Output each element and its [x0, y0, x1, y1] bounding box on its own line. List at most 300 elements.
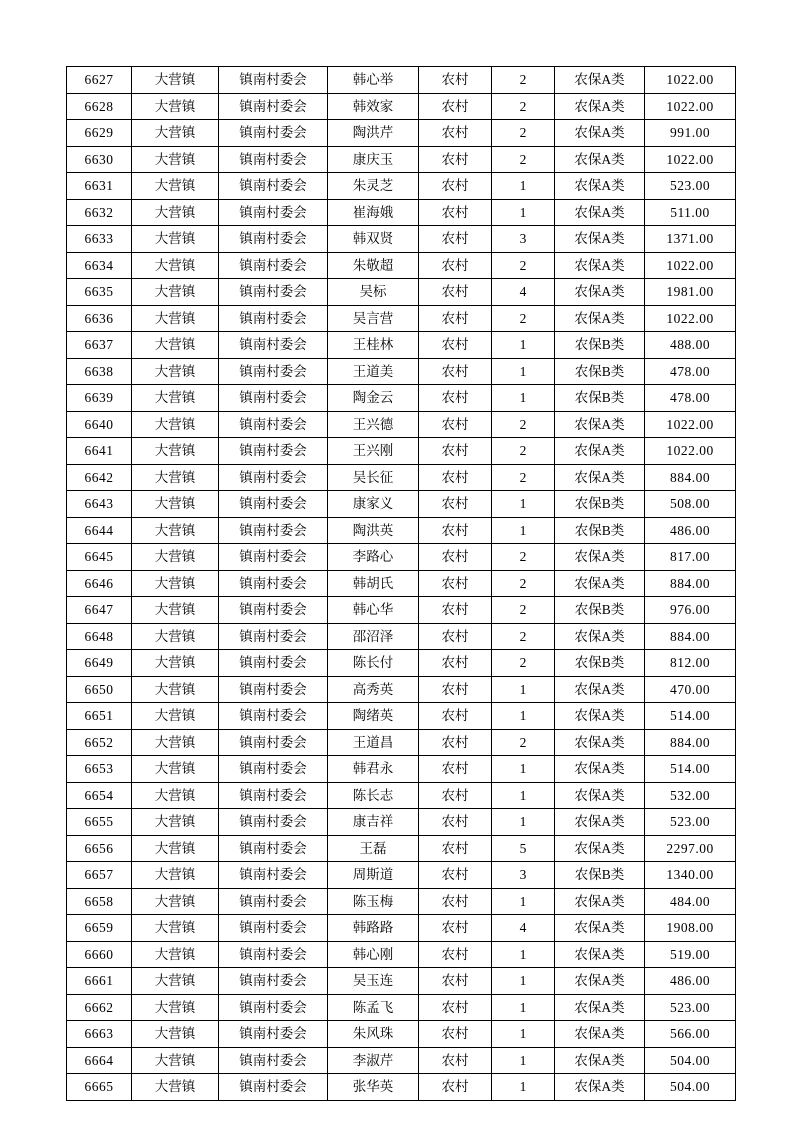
cell-town: 大营镇	[132, 173, 219, 200]
cell-id: 6632	[67, 199, 132, 226]
cell-type: 农村	[419, 650, 492, 677]
cell-amount: 566.00	[645, 1021, 736, 1048]
cell-id: 6639	[67, 385, 132, 412]
cell-id: 6662	[67, 994, 132, 1021]
table-row	[67, 676, 736, 703]
cell-id: 6659	[67, 915, 132, 942]
cell-category: 农保A类	[555, 570, 645, 597]
cell-type: 农村	[419, 915, 492, 942]
cell-town: 大营镇	[132, 358, 219, 385]
cell-town: 大营镇	[132, 809, 219, 836]
cell-town: 大营镇	[132, 411, 219, 438]
cell-id: 6640	[67, 411, 132, 438]
cell-name: 张华英	[328, 1074, 419, 1101]
cell-category: 农保A类	[555, 146, 645, 173]
cell-count: 1	[492, 332, 555, 359]
table-row	[67, 1074, 736, 1101]
cell-count: 2	[492, 544, 555, 571]
cell-village: 镇南村委会	[219, 544, 328, 571]
cell-village: 镇南村委会	[219, 756, 328, 783]
cell-count: 1	[492, 782, 555, 809]
cell-category: 农保A类	[555, 888, 645, 915]
cell-count: 2	[492, 146, 555, 173]
cell-category: 农保A类	[555, 756, 645, 783]
cell-village: 镇南村委会	[219, 199, 328, 226]
table-row	[67, 835, 736, 862]
cell-id: 6653	[67, 756, 132, 783]
cell-id: 6655	[67, 809, 132, 836]
cell-village: 镇南村委会	[219, 146, 328, 173]
cell-amount: 884.00	[645, 623, 736, 650]
cell-town: 大营镇	[132, 252, 219, 279]
cell-name: 王兴刚	[328, 438, 419, 465]
cell-id: 6644	[67, 517, 132, 544]
cell-type: 农村	[419, 888, 492, 915]
table-row	[67, 544, 736, 571]
cell-town: 大营镇	[132, 93, 219, 120]
cell-village: 镇南村委会	[219, 517, 328, 544]
cell-amount: 484.00	[645, 888, 736, 915]
table-row	[67, 703, 736, 730]
cell-name: 韩胡氏	[328, 570, 419, 597]
cell-village: 镇南村委会	[219, 305, 328, 332]
table-row	[67, 438, 736, 465]
cell-id: 6641	[67, 438, 132, 465]
table-row	[67, 67, 736, 94]
cell-name: 王磊	[328, 835, 419, 862]
cell-count: 2	[492, 650, 555, 677]
cell-name: 韩心刚	[328, 941, 419, 968]
cell-village: 镇南村委会	[219, 1021, 328, 1048]
cell-count: 1	[492, 888, 555, 915]
table-row	[67, 491, 736, 518]
cell-amount: 1022.00	[645, 252, 736, 279]
cell-name: 陶洪芹	[328, 120, 419, 147]
cell-type: 农村	[419, 517, 492, 544]
cell-amount: 991.00	[645, 120, 736, 147]
cell-category: 农保A类	[555, 915, 645, 942]
cell-count: 2	[492, 464, 555, 491]
cell-village: 镇南村委会	[219, 226, 328, 253]
cell-id: 6664	[67, 1047, 132, 1074]
cell-id: 6636	[67, 305, 132, 332]
cell-town: 大营镇	[132, 703, 219, 730]
cell-id: 6628	[67, 93, 132, 120]
cell-type: 农村	[419, 226, 492, 253]
cell-name: 吴标	[328, 279, 419, 306]
cell-name: 康庆玉	[328, 146, 419, 173]
cell-type: 农村	[419, 994, 492, 1021]
cell-count: 1	[492, 1074, 555, 1101]
cell-village: 镇南村委会	[219, 411, 328, 438]
cell-name: 崔海娥	[328, 199, 419, 226]
cell-type: 农村	[419, 491, 492, 518]
cell-town: 大营镇	[132, 782, 219, 809]
cell-category: 农保A类	[555, 199, 645, 226]
cell-amount: 1981.00	[645, 279, 736, 306]
table-row	[67, 93, 736, 120]
cell-village: 镇南村委会	[219, 1047, 328, 1074]
cell-count: 5	[492, 835, 555, 862]
cell-category: 农保A类	[555, 226, 645, 253]
cell-type: 农村	[419, 173, 492, 200]
cell-id: 6651	[67, 703, 132, 730]
cell-name: 朱风珠	[328, 1021, 419, 1048]
cell-amount: 514.00	[645, 703, 736, 730]
cell-village: 镇南村委会	[219, 438, 328, 465]
cell-count: 1	[492, 756, 555, 783]
cell-id: 6633	[67, 226, 132, 253]
cell-amount: 1022.00	[645, 305, 736, 332]
cell-id: 6648	[67, 623, 132, 650]
cell-amount: 511.00	[645, 199, 736, 226]
cell-category: 农保B类	[555, 332, 645, 359]
cell-id: 6661	[67, 968, 132, 995]
cell-town: 大营镇	[132, 676, 219, 703]
table-row	[67, 120, 736, 147]
cell-name: 王道昌	[328, 729, 419, 756]
cell-id: 6660	[67, 941, 132, 968]
cell-count: 1	[492, 1021, 555, 1048]
table-row	[67, 809, 736, 836]
cell-type: 农村	[419, 623, 492, 650]
cell-category: 农保B类	[555, 862, 645, 889]
cell-id: 6656	[67, 835, 132, 862]
cell-name: 吴长征	[328, 464, 419, 491]
cell-id: 6631	[67, 173, 132, 200]
cell-village: 镇南村委会	[219, 703, 328, 730]
cell-type: 农村	[419, 464, 492, 491]
cell-town: 大营镇	[132, 888, 219, 915]
cell-id: 6657	[67, 862, 132, 889]
cell-village: 镇南村委会	[219, 358, 328, 385]
cell-type: 农村	[419, 570, 492, 597]
table-row	[67, 305, 736, 332]
cell-type: 农村	[419, 385, 492, 412]
cell-type: 农村	[419, 67, 492, 94]
cell-id: 6647	[67, 597, 132, 624]
cell-amount: 523.00	[645, 994, 736, 1021]
cell-amount: 504.00	[645, 1074, 736, 1101]
cell-amount: 1022.00	[645, 93, 736, 120]
cell-category: 农保A类	[555, 279, 645, 306]
table-row	[67, 597, 736, 624]
cell-category: 农保A类	[555, 252, 645, 279]
cell-name: 邵沼泽	[328, 623, 419, 650]
cell-village: 镇南村委会	[219, 888, 328, 915]
cell-amount: 1022.00	[645, 438, 736, 465]
cell-town: 大营镇	[132, 756, 219, 783]
cell-category: 农保A类	[555, 1074, 645, 1101]
cell-category: 农保B类	[555, 491, 645, 518]
cell-category: 农保A类	[555, 782, 645, 809]
cell-village: 镇南村委会	[219, 570, 328, 597]
cell-village: 镇南村委会	[219, 120, 328, 147]
cell-type: 农村	[419, 305, 492, 332]
cell-type: 农村	[419, 676, 492, 703]
cell-category: 农保A类	[555, 67, 645, 94]
cell-town: 大营镇	[132, 1074, 219, 1101]
table-row	[67, 173, 736, 200]
table-row	[67, 888, 736, 915]
table-row	[67, 1047, 736, 1074]
table-row	[67, 411, 736, 438]
cell-category: 农保A类	[555, 93, 645, 120]
cell-count: 2	[492, 623, 555, 650]
cell-category: 农保A类	[555, 173, 645, 200]
table-row	[67, 517, 736, 544]
cell-village: 镇南村委会	[219, 835, 328, 862]
table-body	[67, 67, 736, 1101]
cell-category: 农保A类	[555, 1021, 645, 1048]
cell-town: 大营镇	[132, 915, 219, 942]
table-row	[67, 332, 736, 359]
cell-name: 康家义	[328, 491, 419, 518]
cell-amount: 1371.00	[645, 226, 736, 253]
cell-town: 大营镇	[132, 1047, 219, 1074]
cell-id: 6652	[67, 729, 132, 756]
cell-type: 农村	[419, 358, 492, 385]
cell-count: 2	[492, 93, 555, 120]
cell-category: 农保A类	[555, 305, 645, 332]
cell-town: 大营镇	[132, 623, 219, 650]
cell-count: 2	[492, 305, 555, 332]
cell-category: 农保A类	[555, 1047, 645, 1074]
cell-name: 周斯道	[328, 862, 419, 889]
cell-name: 韩路路	[328, 915, 419, 942]
cell-category: 农保B类	[555, 517, 645, 544]
cell-village: 镇南村委会	[219, 67, 328, 94]
cell-village: 镇南村委会	[219, 332, 328, 359]
cell-village: 镇南村委会	[219, 968, 328, 995]
cell-name: 朱灵芝	[328, 173, 419, 200]
cell-count: 2	[492, 438, 555, 465]
cell-category: 农保A类	[555, 623, 645, 650]
cell-count: 4	[492, 279, 555, 306]
cell-count: 2	[492, 252, 555, 279]
cell-village: 镇南村委会	[219, 782, 328, 809]
table-row	[67, 146, 736, 173]
cell-category: 农保A类	[555, 703, 645, 730]
cell-amount: 488.00	[645, 332, 736, 359]
cell-category: 农保B类	[555, 597, 645, 624]
cell-category: 农保B类	[555, 358, 645, 385]
cell-category: 农保A类	[555, 438, 645, 465]
cell-amount: 812.00	[645, 650, 736, 677]
cell-count: 1	[492, 199, 555, 226]
cell-village: 镇南村委会	[219, 676, 328, 703]
cell-amount: 884.00	[645, 729, 736, 756]
subsidy-table	[66, 66, 736, 1101]
cell-count: 1	[492, 358, 555, 385]
cell-name: 韩双贤	[328, 226, 419, 253]
cell-id: 6663	[67, 1021, 132, 1048]
cell-category: 农保A类	[555, 729, 645, 756]
cell-amount: 519.00	[645, 941, 736, 968]
cell-village: 镇南村委会	[219, 1074, 328, 1101]
cell-type: 农村	[419, 199, 492, 226]
cell-amount: 1340.00	[645, 862, 736, 889]
cell-amount: 508.00	[645, 491, 736, 518]
cell-count: 2	[492, 570, 555, 597]
cell-category: 农保A类	[555, 994, 645, 1021]
table-row	[67, 358, 736, 385]
cell-id: 6650	[67, 676, 132, 703]
cell-name: 陶洪英	[328, 517, 419, 544]
cell-category: 农保A类	[555, 941, 645, 968]
cell-count: 2	[492, 729, 555, 756]
cell-type: 农村	[419, 968, 492, 995]
cell-town: 大营镇	[132, 941, 219, 968]
cell-type: 农村	[419, 1074, 492, 1101]
cell-count: 1	[492, 968, 555, 995]
cell-count: 3	[492, 862, 555, 889]
cell-village: 镇南村委会	[219, 809, 328, 836]
cell-town: 大营镇	[132, 146, 219, 173]
cell-category: 农保A类	[555, 968, 645, 995]
cell-village: 镇南村委会	[219, 93, 328, 120]
table-row	[67, 968, 736, 995]
cell-count: 2	[492, 411, 555, 438]
cell-type: 农村	[419, 862, 492, 889]
cell-name: 王兴德	[328, 411, 419, 438]
cell-id: 6634	[67, 252, 132, 279]
cell-town: 大营镇	[132, 120, 219, 147]
cell-id: 6649	[67, 650, 132, 677]
cell-amount: 478.00	[645, 385, 736, 412]
table-row	[67, 994, 736, 1021]
cell-town: 大营镇	[132, 1021, 219, 1048]
cell-type: 农村	[419, 1047, 492, 1074]
cell-name: 吴玉连	[328, 968, 419, 995]
cell-type: 农村	[419, 809, 492, 836]
cell-id: 6665	[67, 1074, 132, 1101]
cell-count: 1	[492, 941, 555, 968]
cell-category: 农保A类	[555, 809, 645, 836]
cell-type: 农村	[419, 597, 492, 624]
cell-amount: 2297.00	[645, 835, 736, 862]
cell-count: 1	[492, 994, 555, 1021]
cell-name: 韩效家	[328, 93, 419, 120]
cell-type: 农村	[419, 411, 492, 438]
cell-count: 1	[492, 385, 555, 412]
cell-village: 镇南村委会	[219, 491, 328, 518]
cell-amount: 478.00	[645, 358, 736, 385]
cell-count: 1	[492, 1047, 555, 1074]
cell-amount: 884.00	[645, 570, 736, 597]
cell-town: 大营镇	[132, 491, 219, 518]
cell-town: 大营镇	[132, 968, 219, 995]
cell-type: 农村	[419, 941, 492, 968]
cell-count: 2	[492, 67, 555, 94]
cell-count: 1	[492, 517, 555, 544]
cell-village: 镇南村委会	[219, 623, 328, 650]
table-row	[67, 623, 736, 650]
cell-id: 6643	[67, 491, 132, 518]
table-row	[67, 782, 736, 809]
cell-id: 6629	[67, 120, 132, 147]
cell-type: 农村	[419, 782, 492, 809]
cell-category: 农保A类	[555, 411, 645, 438]
cell-town: 大营镇	[132, 199, 219, 226]
cell-name: 陈长付	[328, 650, 419, 677]
cell-type: 农村	[419, 756, 492, 783]
cell-name: 李路心	[328, 544, 419, 571]
cell-type: 农村	[419, 835, 492, 862]
cell-count: 1	[492, 703, 555, 730]
cell-id: 6646	[67, 570, 132, 597]
cell-id: 6638	[67, 358, 132, 385]
cell-type: 农村	[419, 93, 492, 120]
cell-village: 镇南村委会	[219, 252, 328, 279]
cell-town: 大营镇	[132, 385, 219, 412]
table-row	[67, 199, 736, 226]
cell-type: 农村	[419, 252, 492, 279]
cell-count: 3	[492, 226, 555, 253]
cell-category: 农保A类	[555, 120, 645, 147]
cell-amount: 504.00	[645, 1047, 736, 1074]
cell-name: 王桂林	[328, 332, 419, 359]
cell-type: 农村	[419, 146, 492, 173]
cell-amount: 1022.00	[645, 146, 736, 173]
cell-category: 农保A类	[555, 676, 645, 703]
cell-amount: 817.00	[645, 544, 736, 571]
cell-village: 镇南村委会	[219, 862, 328, 889]
cell-town: 大营镇	[132, 729, 219, 756]
cell-id: 6642	[67, 464, 132, 491]
cell-amount: 1022.00	[645, 411, 736, 438]
cell-town: 大营镇	[132, 597, 219, 624]
cell-category: 农保B类	[555, 650, 645, 677]
cell-town: 大营镇	[132, 544, 219, 571]
cell-category: 农保A类	[555, 544, 645, 571]
cell-id: 6654	[67, 782, 132, 809]
table-row	[67, 729, 736, 756]
table-row	[67, 279, 736, 306]
cell-town: 大营镇	[132, 226, 219, 253]
cell-name: 陶绪英	[328, 703, 419, 730]
cell-amount: 523.00	[645, 173, 736, 200]
cell-type: 农村	[419, 1021, 492, 1048]
table-row	[67, 1021, 736, 1048]
cell-village: 镇南村委会	[219, 650, 328, 677]
table-row	[67, 464, 736, 491]
cell-id: 6658	[67, 888, 132, 915]
cell-town: 大营镇	[132, 517, 219, 544]
table-row	[67, 570, 736, 597]
cell-name: 康吉祥	[328, 809, 419, 836]
table-row	[67, 915, 736, 942]
cell-id: 6645	[67, 544, 132, 571]
cell-category: 农保A类	[555, 835, 645, 862]
cell-amount: 470.00	[645, 676, 736, 703]
cell-name: 王道美	[328, 358, 419, 385]
cell-amount: 523.00	[645, 809, 736, 836]
cell-village: 镇南村委会	[219, 597, 328, 624]
cell-village: 镇南村委会	[219, 915, 328, 942]
cell-amount: 532.00	[645, 782, 736, 809]
cell-count: 1	[492, 173, 555, 200]
cell-name: 韩心举	[328, 67, 419, 94]
cell-id: 6637	[67, 332, 132, 359]
cell-village: 镇南村委会	[219, 464, 328, 491]
cell-town: 大营镇	[132, 570, 219, 597]
cell-village: 镇南村委会	[219, 994, 328, 1021]
cell-amount: 1908.00	[645, 915, 736, 942]
cell-id: 6635	[67, 279, 132, 306]
table-row	[67, 650, 736, 677]
cell-amount: 514.00	[645, 756, 736, 783]
